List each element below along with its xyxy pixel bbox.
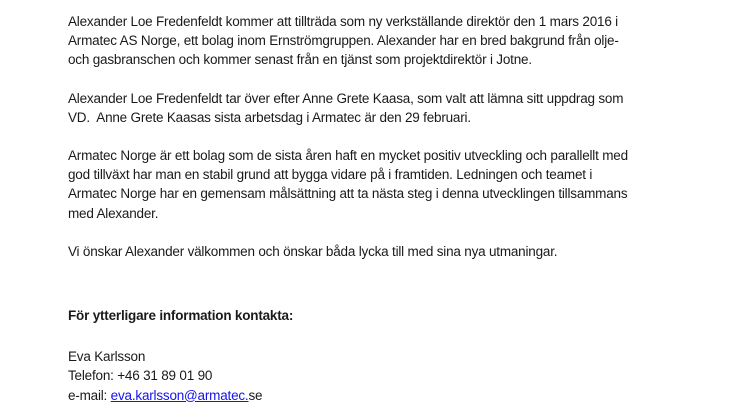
paragraph-intro xyxy=(68,12,708,70)
contact-heading: För ytterligare information kontakta: xyxy=(68,308,294,324)
press-release-document xyxy=(68,12,708,405)
paragraph-company xyxy=(68,146,708,223)
email-link[interactable]: eva.karlsson@armatec. xyxy=(110,387,249,403)
text-line: med Alexander. xyxy=(68,205,159,221)
text-line: Armatec Norge är ett bolag som de sista åren haft en mycket positiv utveckling och parallellt med xyxy=(68,148,628,164)
email-suffix: se xyxy=(248,387,263,403)
text-line: Alexander Loe Fredenfeldt kommer att tillträda som ny verkställande direktör den 1 mars 2016 i xyxy=(68,14,618,29)
paragraph-successor xyxy=(68,89,708,127)
text-line: Armatec AS Norge, ett bolag inom Ernströmgruppen. Alexander har en bred bakgrund från olje- xyxy=(68,33,619,49)
text-line: Alexander Loe Fredenfeldt tar över efter Anne Grete Kaasa, som valt att lämna sitt uppdrag som xyxy=(68,90,624,106)
contact-email-line xyxy=(68,386,708,405)
text-line: VD. Anne Grete Kaasas sista arbetsdag i Armatec är den 29 februari. xyxy=(68,109,471,125)
text-line: god tillväxt har man en stabil grund att bygga vidare på i framtiden. Ledningen och teamet i xyxy=(68,167,593,183)
contact-name: Eva Karlsson xyxy=(68,349,146,365)
text-line: Vi önskar Alexander välkommen och önskar båda lycka till med sina nya utmaningar. xyxy=(68,243,558,259)
contact-block xyxy=(68,347,708,405)
text-line: Armatec Norge har en gemensam målsättning att ta nästa steg i denna utvecklingen tillsammans xyxy=(68,186,628,202)
email-label: e-mail: xyxy=(68,387,111,403)
paragraph-wishes xyxy=(68,242,708,261)
contact-phone: Telefon: +46 31 89 01 90 xyxy=(68,368,213,384)
text-line: och gasbranschen och kommer senast från en tjänst som projektdirektör i Jotne. xyxy=(68,52,532,68)
